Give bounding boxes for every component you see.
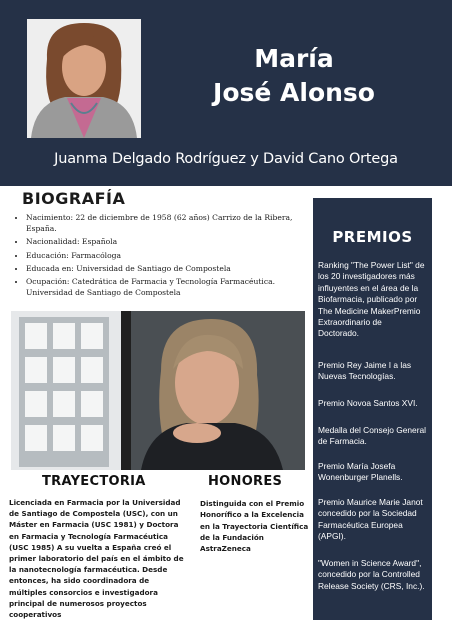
award-line: (APGI). <box>318 531 346 542</box>
award-line: Farmacéutica Europea <box>318 519 403 530</box>
award-line: Wonenburger Planells. <box>318 472 403 483</box>
honores-title: HONORES <box>208 474 283 489</box>
biografia-title: BIOGRAFÍA <box>22 189 126 208</box>
award-line: Premio Novoa Santos XVI. <box>318 398 418 408</box>
award-item <box>318 260 436 340</box>
award-line: Doctorado. <box>318 328 359 339</box>
award-item <box>318 398 436 409</box>
award-line: Medalla del Consejo General <box>318 425 427 435</box>
bio-item: • Nacimiento: 22 de diciembre de 1958 (62 años) Carrizo de la Ribera, España. <box>26 212 322 234</box>
award-line: Release Society (CRS, Inc.). <box>318 580 425 591</box>
trayectoria-title: TRAYECTORIA <box>42 474 146 489</box>
award-item <box>318 360 436 383</box>
premios-panel <box>313 198 432 620</box>
award-line: de Farmacia. <box>318 436 367 447</box>
award-item <box>318 558 436 592</box>
bio-item: • Educación: Farmacóloga <box>26 250 322 261</box>
award-line: Premio Maurice Marie Janot <box>318 497 423 507</box>
premios-title: PREMIOS <box>332 228 413 246</box>
award-line: Premio Rey Jaime I a las <box>318 360 412 370</box>
award-line: los 20 investigadores más <box>318 271 415 282</box>
award-line: influyentes en el área de la <box>318 282 419 293</box>
portrait-photo-window <box>11 311 305 470</box>
bio-item: • Ocupación: Catedrática de Farmacia y Tecnología Farmacéutica. Universidad de Santiago de Compostela <box>26 276 322 298</box>
award-line: concedido por la Controlled <box>318 569 420 580</box>
trayectoria-text: Licenciada en Farmacia por la Universidad de Santiago de Compostela (USC), con un Máster en Farmacia (USC 1981) y Doctora en Farmacia y Tecnología Farmacéutica (USC 1985) A su vuelta a España creó el primer laboratorio del país en el ámbito de la nanotecnología farmacéutica. Desde entonces, ha sido coordinadora de múltiples consorcios e investigadora principal de numerosos proyectos cooperativos <box>9 498 184 620</box>
award-line: Premio María Josefa <box>318 461 396 471</box>
award-item <box>318 461 436 484</box>
award-line: Biofarmacia, publicado por <box>318 294 418 305</box>
bio-item: • Nacionalidad: Española <box>26 236 322 247</box>
award-line: Ranking "The Power List" de <box>318 260 425 270</box>
award-item <box>318 425 436 448</box>
award-line: "Women in Science Award", <box>318 558 422 568</box>
award-line: Nuevas Tecnologías. <box>318 371 396 382</box>
name-line-2: José Alonso <box>213 78 375 107</box>
person-name <box>180 42 408 110</box>
biografia-list <box>12 212 322 300</box>
portrait-photo <box>27 19 141 138</box>
award-item <box>318 497 436 543</box>
honores-text: Distinguida con el Premio Honorífico a la Excelencia en la Trayectoria Científica de la Fundación AstraZeneca <box>200 499 309 554</box>
award-line: The Medicine MakerPremio <box>318 305 421 316</box>
award-line: concedido por la Sociedad <box>318 508 417 519</box>
name-line-1: María <box>254 44 334 73</box>
authors-line: Juanma Delgado Rodríguez y David Cano Ortega <box>54 151 398 167</box>
bio-item: • Educada en: Universidad de Santiago de Compostela <box>26 263 322 274</box>
award-line: Extraordinario de <box>318 317 382 328</box>
